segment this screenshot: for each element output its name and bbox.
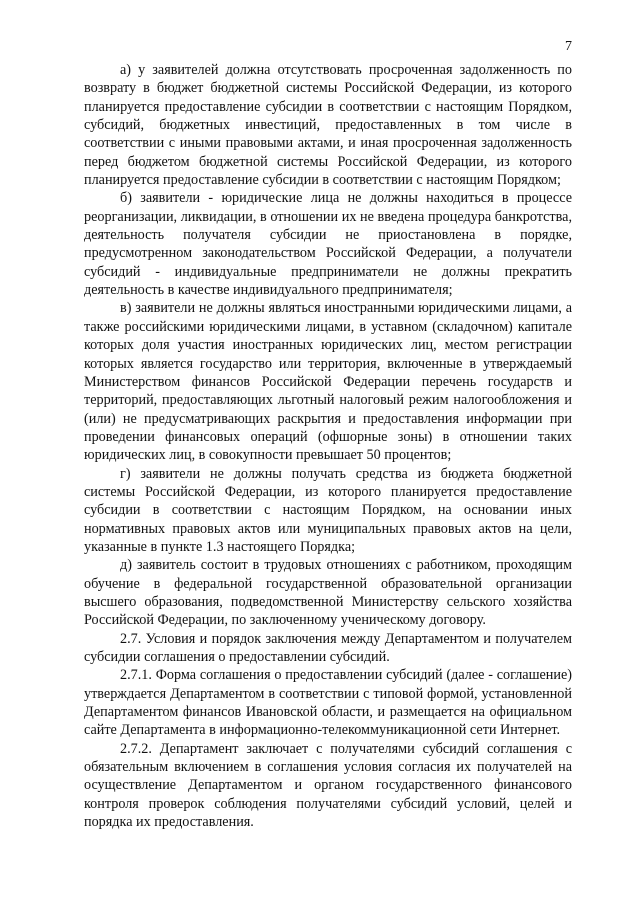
- paragraph-g: г) заявители не должны получать средства из бюджета бюджетной системы Российской Федерации, из которого планируется предоставление субсидии в соответствии с настоящим Порядком, на основании иных нормативных правовых актов или муниципальных правовых актов на цели, указанные в пункте 1.3 настоящего Порядка;: [84, 465, 572, 555]
- paragraph-d: д) заявитель состоит в трудовых отношениях с работником, проходящим обучение в федеральной государственной образовательной организации высшего образования, подведомственной Министерству сельского хозяйства Российской Федерации, по заключенному ученическому договору.: [84, 557, 572, 629]
- document-body: [84, 61, 572, 831]
- paragraph-v: в) заявители не должны являться иностранными юридическими лицами, а также российскими юридическими лицами, в уставном (складочном) капитале которых доля участия иностранных юридических лиц, местом регистрации которых является государство или территория, включенные в утверждаемый Министерством финансов Российской Федерации перечень государств и территорий, предоставляющих льготный налоговый режим налогообложения и (или) не предусматривающих раскрытия и предоставления информации при проведении финансовых операций (офшорные зоны) в отношении таких юридических лиц, в совокупности превышает 50 процентов;: [84, 300, 572, 464]
- section-2-7: 2.7. Условия и порядок заключения между Департаментом и получателем субсидии соглашения о предоставлении субсидий.: [84, 630, 572, 665]
- paragraph-b: б) заявители - юридические лица не должны находиться в процессе реорганизации, ликвидации, в отношении их не введена процедура банкротства, деятельность получателя субсидии не приостановлена в порядке, предусмотренном законодательством Российской Федерации, а получатели субсидий - индивидуальные предприниматели не должны прекратить деятельность в качестве индивидуального предпринимателя;: [84, 190, 572, 299]
- paragraph-a: а) у заявителей должна отсутствовать просроченная задолженность по возврату в бюджет бюджетной системы Российской Федерации, из которого планируется предоставление субсидии в соответствии с настоящим Порядком, субсидий, бюджетных инвестиций, предоставленных в том числе в соответствии с иными правовыми актами, и иная просроченная задолженность перед бюджетом бюджетной системы Российской Федерации, из которого планируется предоставление субсидии в соответствии с настоящим Порядком;: [84, 62, 572, 189]
- section-2-7-1: 2.7.1. Форма соглашения о предоставлении субсидий (далее - соглашение) утверждается Департаментом в соответствии с типовой формой, установленной Департаментом финансов Ивановской области, и размещается на официальном сайте Департамента в информационно-телекоммуникационной сети Интернет.: [84, 667, 572, 739]
- page-number: 7: [565, 39, 572, 54]
- section-2-7-2: 2.7.2. Департамент заключает с получателями субсидий соглашения с обязательным включением в соглашения условия согласия их получателей на осуществление Департаментом и органом государственного финансового контроля проверок соблюдения получателями субсидий условий, целей и порядка их предоставления.: [84, 740, 572, 831]
